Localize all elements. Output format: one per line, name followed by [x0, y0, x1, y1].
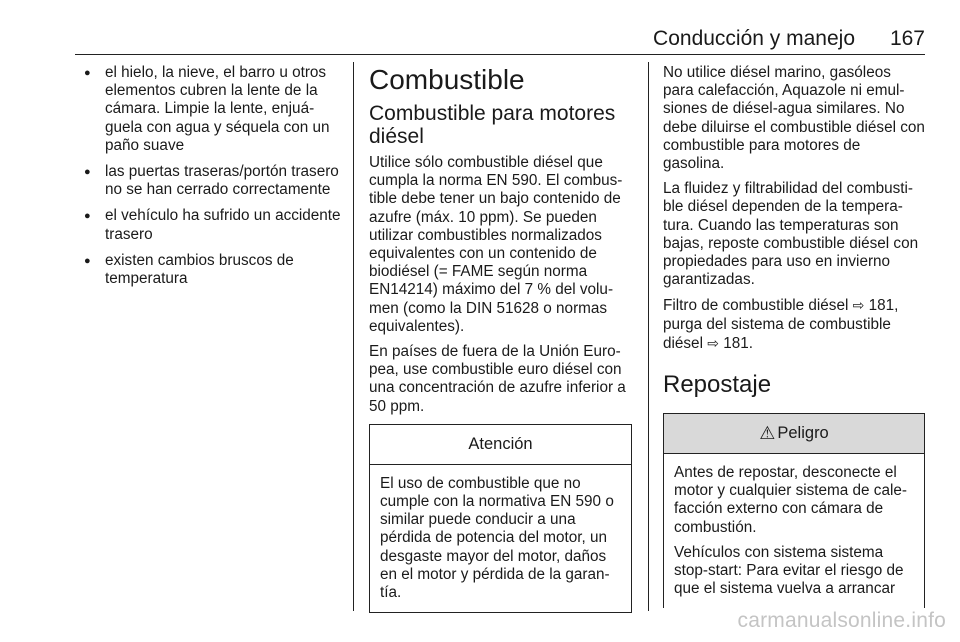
- page-header: [75, 0, 925, 54]
- caution-body: [370, 465, 631, 612]
- warning-triangle-icon: ⚠: [759, 423, 776, 444]
- caution-box: [369, 424, 632, 613]
- column-divider-right: [648, 62, 649, 611]
- paragraph: En países de fuera de la Unión Europea, use combustible euro diésel con una concentración de azufre inferior a 50 ppm.: [369, 343, 626, 415]
- danger-heading: ⚠ Peligro: [664, 414, 924, 454]
- danger-text: Antes de repostar, desconecte el motor y cualquier sistema de calefacción externo con cámara de combustión.: [674, 464, 907, 536]
- list-item: ● el vehículo ha sufrido un accidente trasero: [83, 207, 345, 243]
- column-left: [83, 64, 345, 296]
- column-middle: [369, 64, 632, 613]
- danger-box: [663, 413, 925, 608]
- column-divider-left: [353, 62, 354, 611]
- danger-text: Vehículos con sistema sistema stop-start: Para evitar el riesgo de que el sistema vuelva a arrancar: [674, 543, 904, 598]
- danger-body: [664, 454, 924, 608]
- page-reference-link[interactable]: 181: [868, 297, 895, 315]
- page-reference-arrow-icon: ⇨: [852, 297, 865, 314]
- header-rule: [75, 54, 925, 55]
- chapter-title: Conducción y manejo: [653, 27, 855, 50]
- caution-heading: Atención: [370, 425, 631, 465]
- paragraph: No utilice diésel marino, gasóleos para calefacción, Aquazole ni emulsiones de diésel-agua similares. No debe diluirse el combustible diésel con combustible para motores de gasolina.: [663, 64, 925, 173]
- paragraph: La fluidez y filtrabilidad del combustible diésel dependen de la temperatura. Cuando las temperaturas son bajas, reposte combustible diésel con propiedades para uso en invierno garantizadas.: [663, 180, 919, 289]
- page-reference-arrow-icon: ⇨: [707, 334, 719, 351]
- page-number: 167: [889, 27, 925, 50]
- subsection-title-diesel: Combustible para motores diésel: [369, 102, 616, 148]
- paragraph-cross-refs: Filtro de combustible diésel ⇨ 181, purga del sistema de combustible diésel ⇨ 181.: [663, 297, 899, 352]
- bullet-list: [83, 64, 345, 288]
- section-title-combustible: Combustible: [369, 64, 525, 95]
- page-reference-link[interactable]: 181: [723, 334, 749, 352]
- list-item: ● existen cambios bruscos de temperatura: [83, 252, 345, 288]
- caution-text: El uso de combustible que no cumple con la normativa EN 590 o similar puede conducir a una pérdida de potencia del motor, un desgaste mayor del motor, daños en el motor y pérdida de la garantía.: [380, 474, 614, 602]
- paragraph: Utilice sólo combustible diésel que cumpla la norma EN 590. El combustible debe tener un bajo contenido de azufre (máx. 10 ppm). Se pueden utilizar combustibles normalizados equivalentes con un contenido de biodiésel (= FAME según norma EN14214) máximo del 7 % del volumen (como la DIN 51628 o normas equivalentes).: [369, 154, 623, 335]
- list-item: ● el hielo, la nieve, el barro u otros elementos cubren la lente de la cámara. Limpie la lente, enjuáguela con agua y séquela con un paño suave: [83, 64, 345, 155]
- watermark: carmanualsonline.info: [737, 609, 946, 632]
- section-title-repostaje: Repostaje: [663, 371, 772, 399]
- list-item: ● las puertas traseras/portón trasero no se han cerrado correctamente: [83, 163, 345, 199]
- column-right: [663, 64, 925, 608]
